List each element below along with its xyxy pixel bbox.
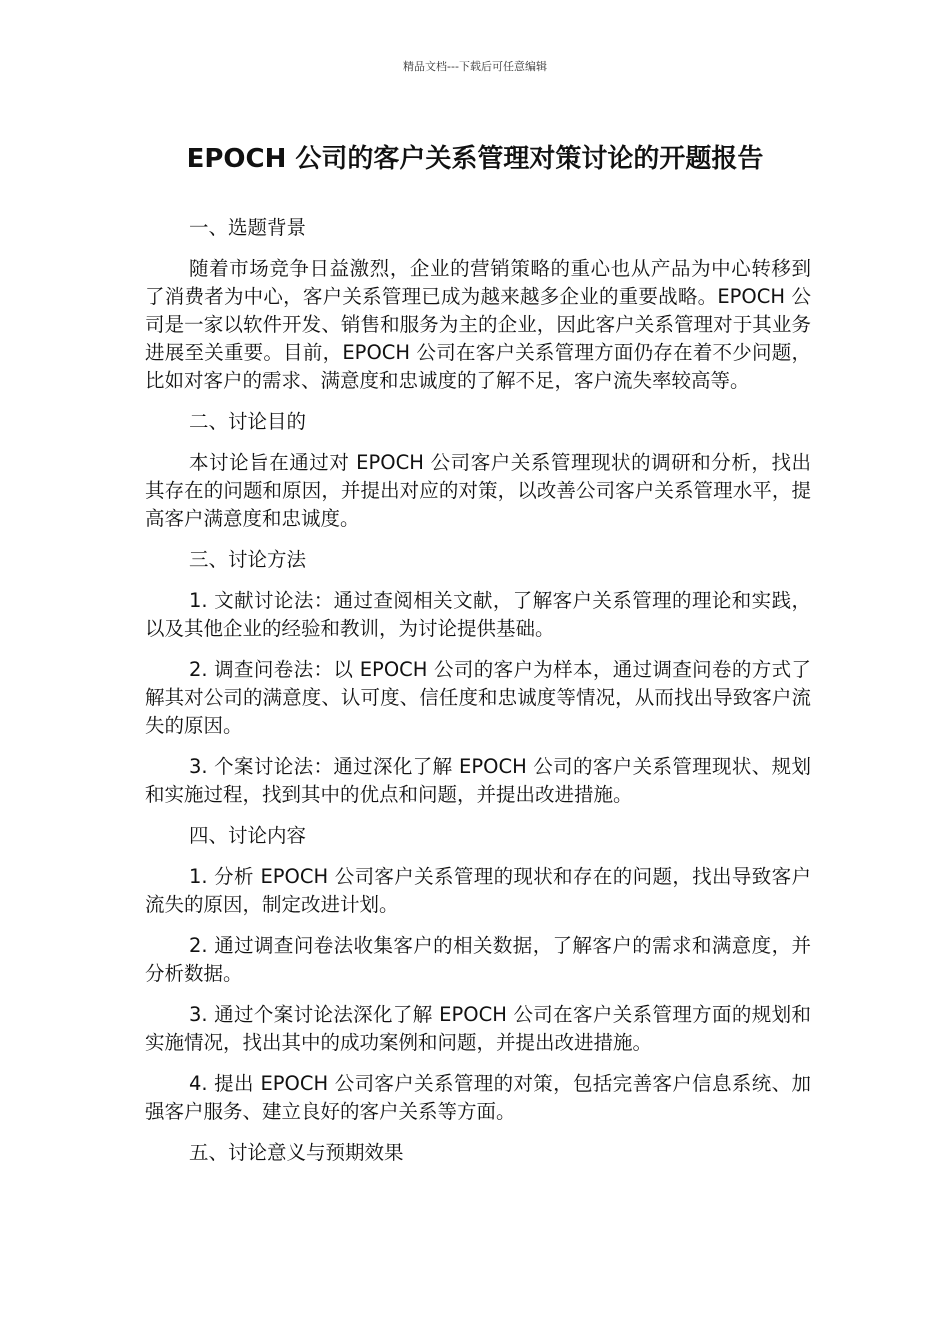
- paragraph-method-survey: 2. 调查问卷法：以 EPOCH 公司的客户为样本，通过调查问卷的方式了解其对公司的满意度、认可度、信任度和忠诚度等情况，从而找出导致客户流失的原因。: [145, 658, 811, 737]
- section-heading-purpose: 二、讨论目的: [189, 410, 307, 433]
- section-heading-background: 一、选题背景: [189, 216, 307, 239]
- paragraph-content-1: 1. 分析 EPOCH 公司客户关系管理的现状和存在的问题，找出导致客户流失的原因，制定改进计划。: [145, 865, 811, 916]
- paragraph-method-literature: 1. 文献讨论法：通过查阅相关文献，了解客户关系管理的理论和实践，以及其他企业的经验和教训，为讨论提供基础。: [145, 589, 811, 640]
- document-title: EPOCH 公司的客户关系管理对策讨论的开题报告: [186, 144, 764, 174]
- paragraph-background: 随着市场竞争日益激烈，企业的营销策略的重心也从产品为中心转移到了消费者为中心，客户关系管理已成为越来越多企业的重要战略。EPOCH 公司是一家以软件开发、销售和服务为主的企业，因此客户关系管理对于其业务进展至关重要。目前，EPOCH 公司在客户关系管理方面仍存在着不少问题，比如对客户的需求、满意度和忠诚度的了解不足，客户流失率较高等。: [145, 257, 811, 392]
- paragraph-purpose: 本讨论旨在通过对 EPOCH 公司客户关系管理现状的调研和分析，找出其存在的问题和原因，并提出对应的对策，以改善公司客户关系管理水平，提高客户满意度和忠诚度。: [145, 451, 811, 530]
- paragraph-content-2: 2. 通过调查问卷法收集客户的相关数据，了解客户的需求和满意度，并分析数据。: [145, 934, 811, 985]
- document-body: [145, 214, 811, 1180]
- paragraph-content-3: 3. 通过个案讨论法深化了解 EPOCH 公司在客户关系管理方面的规划和实施情况，找出其中的成功案例和问题，并提出改进措施。: [145, 1003, 811, 1054]
- paragraph-content-4: 4. 提出 EPOCH 公司客户关系管理的对策，包括完善客户信息系统、加强客户服务、建立良好的客户关系等方面。: [145, 1072, 811, 1123]
- section-heading-significance: 五、讨论意义与预期效果: [189, 1141, 404, 1164]
- header-note: 精品文档---下载后可任意编辑: [403, 60, 547, 73]
- section-heading-methods: 三、讨论方法: [189, 548, 307, 571]
- paragraph-method-case: 3. 个案讨论法：通过深化了解 EPOCH 公司的客户关系管理现状、规划和实施过程，找到其中的优点和问题，并提出改进措施。: [145, 755, 811, 806]
- section-heading-content: 四、讨论内容: [189, 824, 307, 847]
